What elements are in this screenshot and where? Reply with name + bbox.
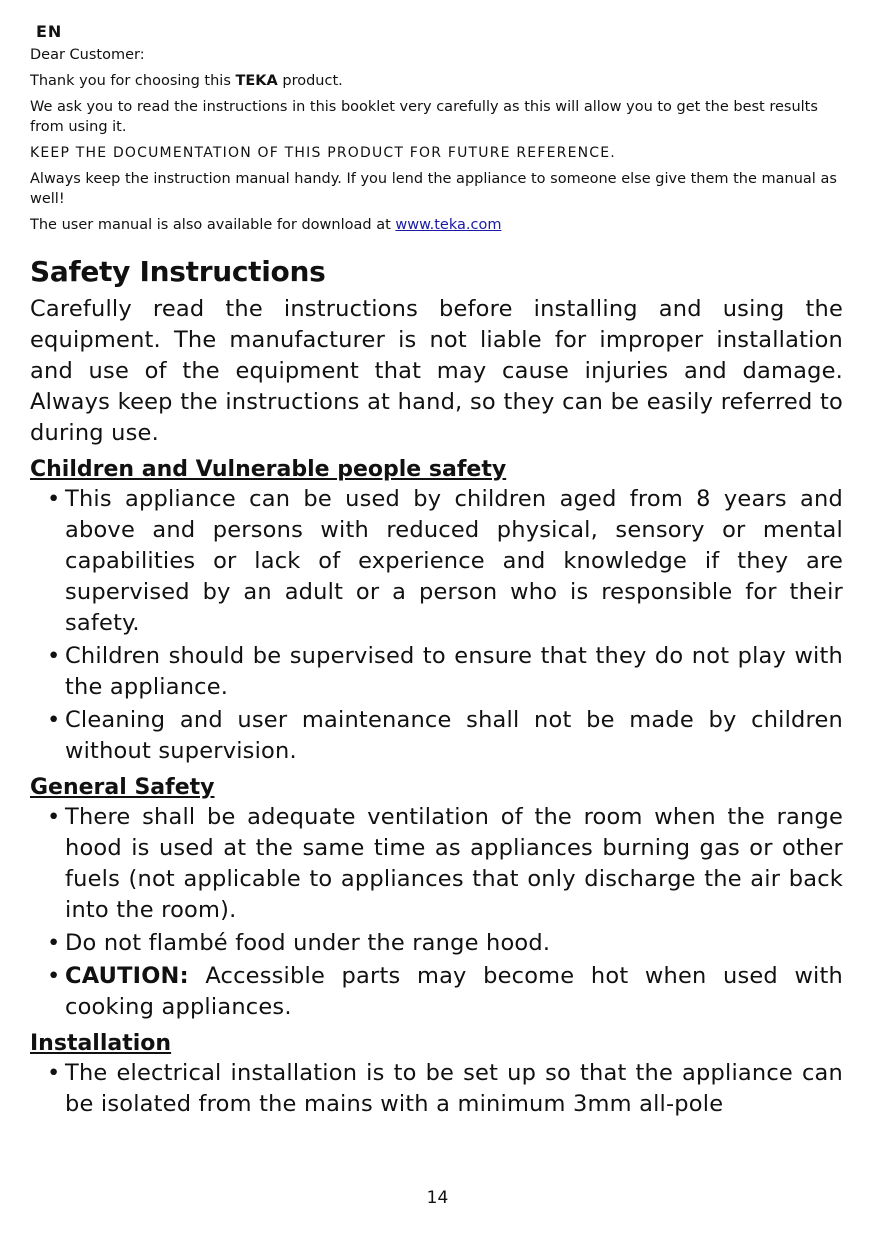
children-safety-list (30, 484, 843, 767)
safety-title: Safety Instructions (30, 255, 326, 288)
list-item: • Do not flambé food under the range hood. (30, 928, 843, 959)
greeting: Dear Customer: (30, 47, 145, 63)
list-item: • The electrical installation is to be set up so that the appliance can be isolated from the mains with a minimum 3mm all-pole (47, 1060, 843, 1117)
safety-intro: Carefully read the instructions before installing and using the equipment. The manufacturer is not liable for improper installation and use of the equipment that may cause injuries and damage. Always keep the instructions at hand, so they can be easily referred to during use. (30, 296, 843, 446)
bullet-icon: • (47, 1060, 61, 1086)
page-number: 14 (426, 1188, 449, 1208)
bullet-icon: • (47, 804, 61, 830)
bullet-icon: • (47, 486, 61, 512)
list-item: • Cleaning and user maintenance shall not be made by children without supervision. (47, 707, 843, 764)
bullet-icon: • (47, 707, 61, 733)
handy-note: Always keep the instruction manual handy. If you lend the appliance to someone else give them the manual as well! (30, 171, 837, 207)
installation-list (30, 1058, 843, 1120)
list-item: • Children should be supervised to ensure that they do not play with the appliance. (47, 643, 843, 700)
section-heading-general: General Safety (30, 775, 215, 800)
general-safety-list (30, 802, 843, 1023)
download-note: The user manual is also available for download at www.teka.com (30, 217, 502, 233)
bullet-icon: • (47, 643, 61, 669)
brand-name: TEKA (235, 73, 278, 89)
teka-website-link[interactable]: www.teka.com (395, 217, 502, 233)
list-item: • CAUTION: Accessible parts may become hot when used with cooking appliances. (47, 963, 843, 1020)
bullet-icon: • (47, 930, 61, 956)
section-heading-children: Children and Vulnerable people safety (30, 457, 507, 482)
caution-label: CAUTION: (65, 963, 189, 989)
language-label: EN (36, 22, 63, 41)
bullet-icon: • (47, 963, 61, 989)
read-request: We ask you to read the instructions in this booklet very carefully as this will allow you to get the best results from using it. (30, 99, 818, 135)
list-item: • There shall be adequate ventilation of the room when the range hood is used at the same time as appliances burning gas or other fuels (not applicable to appliances that only discharge the air back into the room). (47, 804, 843, 923)
section-heading-installation: Installation (30, 1031, 172, 1056)
list-item: • This appliance can be used by children aged from 8 years and above and persons with reduced physical, sensory or mental capabilities or lack of experience and knowledge if they are supervised by an adult or a person who is responsible for their safety. (47, 486, 843, 636)
keep-documentation: KEEP THE DOCUMENTATION OF THIS PRODUCT FOR FUTURE REFERENCE. (30, 145, 616, 161)
thanks-line: Thank you for choosing this TEKA product. (30, 73, 343, 89)
document-page (30, 22, 843, 1122)
